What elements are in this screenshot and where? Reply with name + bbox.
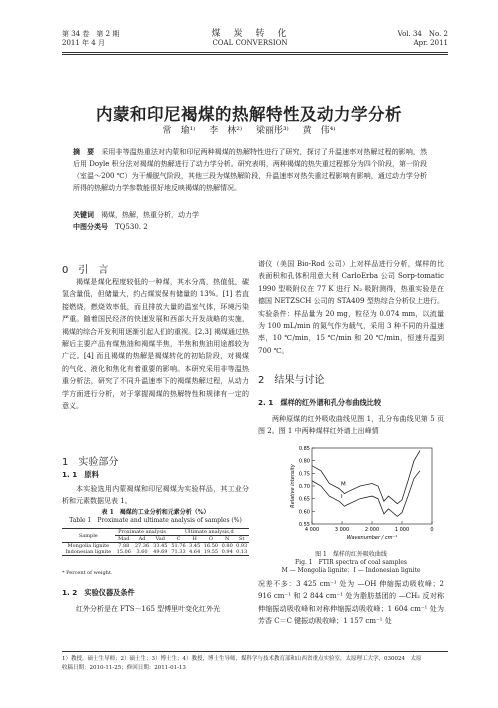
table-subheader: H xyxy=(192,536,197,542)
table-cell: 71.33 xyxy=(171,549,186,555)
table-header: Sample xyxy=(62,529,115,543)
section-heading: 1 实验部分 xyxy=(62,457,119,468)
table-cell: 51.76 xyxy=(171,543,186,549)
table-caption-cn: 表 1 褐煤的工业分析和元素分析（%） xyxy=(101,509,210,516)
journal-name xyxy=(180,30,320,48)
analysis-table xyxy=(62,528,249,556)
table-subheader: Vad xyxy=(155,536,165,542)
results-paragraph: 两种原煤的红外吸收曲线见图 1，孔分布曲线见第 5 页图 2。图 1 中两种煤样红外谱上出峰情 xyxy=(258,415,444,436)
x-tick-label: 3 000 xyxy=(334,527,350,533)
table-cell: Indonesian lignite xyxy=(65,549,112,555)
section-heading: 0 引 言 xyxy=(62,265,109,276)
table-cell: 0.13 xyxy=(236,549,248,555)
issue-info-en xyxy=(398,30,448,48)
journal-en: COAL CONVERSION xyxy=(212,39,288,47)
series-line-M xyxy=(312,451,420,504)
footnote-rule xyxy=(62,651,448,652)
keywords xyxy=(73,209,427,221)
y-tick-label: 0.70 xyxy=(298,484,310,490)
header-rule xyxy=(62,52,448,53)
table-header: Ultimate analysis,d xyxy=(169,529,249,536)
table-cell: 33.45 xyxy=(153,543,168,549)
plot-frame xyxy=(312,448,432,524)
table-caption-en: Table 1 Proximate and ultimate analysis of samples (%) xyxy=(69,517,242,524)
figure-legend: M — Mongolia lignite；I — Indonesian lignite xyxy=(281,567,421,574)
x-tick-label: 1 000 xyxy=(394,527,410,533)
table-cell: 7.88 xyxy=(118,543,130,549)
subsection-heading: 1. 1 原料 xyxy=(62,470,99,479)
author: 常 瑜¹⁾ xyxy=(162,126,196,136)
x-tick-label: 4 000 xyxy=(304,527,320,533)
issue-cn: 第 34 卷 第 2 期 xyxy=(62,30,120,38)
table-cell: 0.80 xyxy=(221,543,233,549)
clc-label: 中图分类号 xyxy=(73,223,108,231)
clc-number xyxy=(73,221,427,233)
table-cell: 0.94 xyxy=(221,549,233,555)
author: 梁丽彤³⁾ xyxy=(255,126,289,136)
date-cn: 2011 年 4 月 xyxy=(62,39,105,47)
instrument-paragraph: 红外分析是在 FTS－165 型傅里叶变化红外光 xyxy=(76,605,221,613)
author: 黄 伟⁴⁾ xyxy=(302,126,336,136)
date-en: Apr. 2011 xyxy=(413,39,448,47)
header-rule-2 xyxy=(62,54,448,55)
ftir-chart xyxy=(282,442,442,548)
vol-en: Vol. 34 No. 2 xyxy=(397,30,448,38)
author: 李 林²⁾ xyxy=(209,126,243,136)
table-cell: 4.64 xyxy=(189,549,201,555)
table-note: * Percent of weight. xyxy=(62,570,113,576)
y-tick-label: 0.75 xyxy=(298,471,310,478)
table-subheader: Ad xyxy=(138,536,146,542)
figure-caption-cn: 图 1 煤样的红外吸收曲线 xyxy=(315,551,387,558)
results-paragraph-cont: 况差不多：3 425 cm⁻¹ 处为 —OH 伸缩振动吸收峰；2 916 cm⁻¹ 和 2 844 cm⁻¹ 处为脂肪基团的 —CH₂ 反对称伸缩振动吸收峰和对称伸缩振动吸收峰；1 604 cm⁻¹ 处为芳香 C＝C 键振动吸收峰；1 157 cm⁻¹ 处 xyxy=(258,580,444,626)
table-cell: 15.06 xyxy=(116,549,131,555)
y-tick-label: 0.65 xyxy=(298,496,310,503)
figure-caption xyxy=(258,551,444,575)
table-header: Proximate analysis xyxy=(115,529,170,536)
table-cell: 49.69 xyxy=(153,549,168,555)
table-cell: 0.93 xyxy=(236,543,248,549)
table-row xyxy=(62,549,249,556)
table-cell: 27.36 xyxy=(134,543,150,549)
table-cell: 16.50 xyxy=(203,543,219,549)
table-subheader: N xyxy=(225,536,230,542)
footnote: 1）教授，硕士生导师；2）硕士生；3）博士生；4）教授，博士生导师，煤科学与技术教育部和山西省重点实验室，太原理工大学，030024 太原 收稿日期：2010-11-25；修回日期：2011-01-13 xyxy=(62,656,422,671)
instrument-paragraph-cont: 谱仪（美国 Bio-Rod 公司）上对样品进行分析，煤样的比表面积和孔体积用意大利 CarloErba 公司 Sorp-tomatic 1990 型吸附仪在 77 K 进行 N₂ 吸附测得，热重实验是在德国 NETZSCH 公司的 STA409 型热综合分析仪上进行。实验条件：样品量为 20 mg，粒径为 0.074 mm，以流量为 100 mL/min 的氮气作为载气，采用 3 种不同的升温速率，10 ℃/min，15 ℃/min 和 20 ℃/min，恒速升温到 700 ℃。 xyxy=(258,260,444,355)
table-caption xyxy=(62,509,249,525)
keywords-text: 褐煤，热解，热重分析，动力学 xyxy=(101,211,199,219)
journal-cn: 煤 炭 转 化 xyxy=(211,29,289,39)
y-axis-label: Relative intensity xyxy=(290,464,296,508)
x-axis-label: Wavenumber / cm⁻¹ xyxy=(346,535,398,541)
intro-paragraph: 褐煤是煤化程度较低的一种煤，其水分高，热值低，碳氢含量低，但储量大，约占煤炭保有储量的 13%。[1] 若直接燃烧，燃烧效率低，而且排放大量的温室气体，环境污染严重。随着国民经济的快速发展和西部大开发战略的实施，褐煤的综合开发利用逐渐引起人们的重视。[2,3] 褐煤通过热解后主要产品有煤焦油和褐煤半焦，半焦和焦油用途都较为广泛。[4] 而且褐煤的热解是褐煤转化的初始阶段，对褐煤的气化、液化和焦化有着重要的影响。本研究采用非等温热重分析法，研究了不同升温速率下的褐煤热解过程，从动力学方面进行分析，对于掌握褐煤的热解特性和规律有一定的意义。 xyxy=(62,278,249,411)
table-cell: 3.45 xyxy=(189,543,201,549)
abstract-label: 摘 要 xyxy=(73,148,95,156)
figure-caption-en: Fig. 1 FTIR spectra of coal samples xyxy=(295,559,407,566)
keywords-label: 关键词 xyxy=(73,211,94,219)
table-cell: Mongolia lignite xyxy=(67,543,110,549)
section-heading: 2 结果与讨论 xyxy=(258,375,325,386)
x-tick-label: 0 xyxy=(430,527,434,533)
table-subheader: C xyxy=(176,536,181,542)
subsection-heading: 2. 1 煤样的红外谱和孔分布曲线比较 xyxy=(258,398,382,407)
materials-paragraph: 本实验选用内蒙褐煤和印尼褐煤为实验样品，其工业分析和元素数据见表 1。 xyxy=(62,485,249,506)
x-tick-label: 2 000 xyxy=(364,527,380,533)
table-subheader: Mad xyxy=(118,536,130,542)
table-subheader: O xyxy=(208,536,214,542)
issue-info-cn xyxy=(62,30,119,48)
abstract xyxy=(73,146,427,194)
y-tick-label: 0.85 xyxy=(298,446,310,452)
series-label: I xyxy=(341,494,343,501)
table-cell: 19.55 xyxy=(203,549,219,555)
y-tick-label: 0.55 xyxy=(298,522,310,528)
table-subheader: St xyxy=(239,536,245,542)
abstract-text: 采用非等温热重法对内蒙和印尼两种褐煤的热解特性进行了研究，探讨了升温速率对热解过程的影响，然后用 Doyle 积分法对褐煤的热解进行了动力学分析。研究表明，两种褐煤的热失重过程都分为四个阶段，第一阶段（室温～200 ℃）为干燥脱气阶段，其他三段为煤热解阶段，升温速率对热失重过程影响有影响，通过动力学分析所得的热解动力学参数能很好地反映褐煤的热解情况。 xyxy=(73,148,428,192)
series-label: M xyxy=(341,481,346,488)
paper-title: 内蒙和印尼褐煤的热解特性及动力学分析 xyxy=(96,105,402,124)
table-cell: 3.60 xyxy=(136,549,148,555)
subsection-heading: 1. 2 实验仪器及条件 xyxy=(62,588,135,597)
author-list xyxy=(40,123,458,136)
y-tick-label: 0.60 xyxy=(298,509,310,516)
y-tick-label: 0.80 xyxy=(298,458,310,465)
clc-text: TQ530. 2 xyxy=(115,223,148,231)
